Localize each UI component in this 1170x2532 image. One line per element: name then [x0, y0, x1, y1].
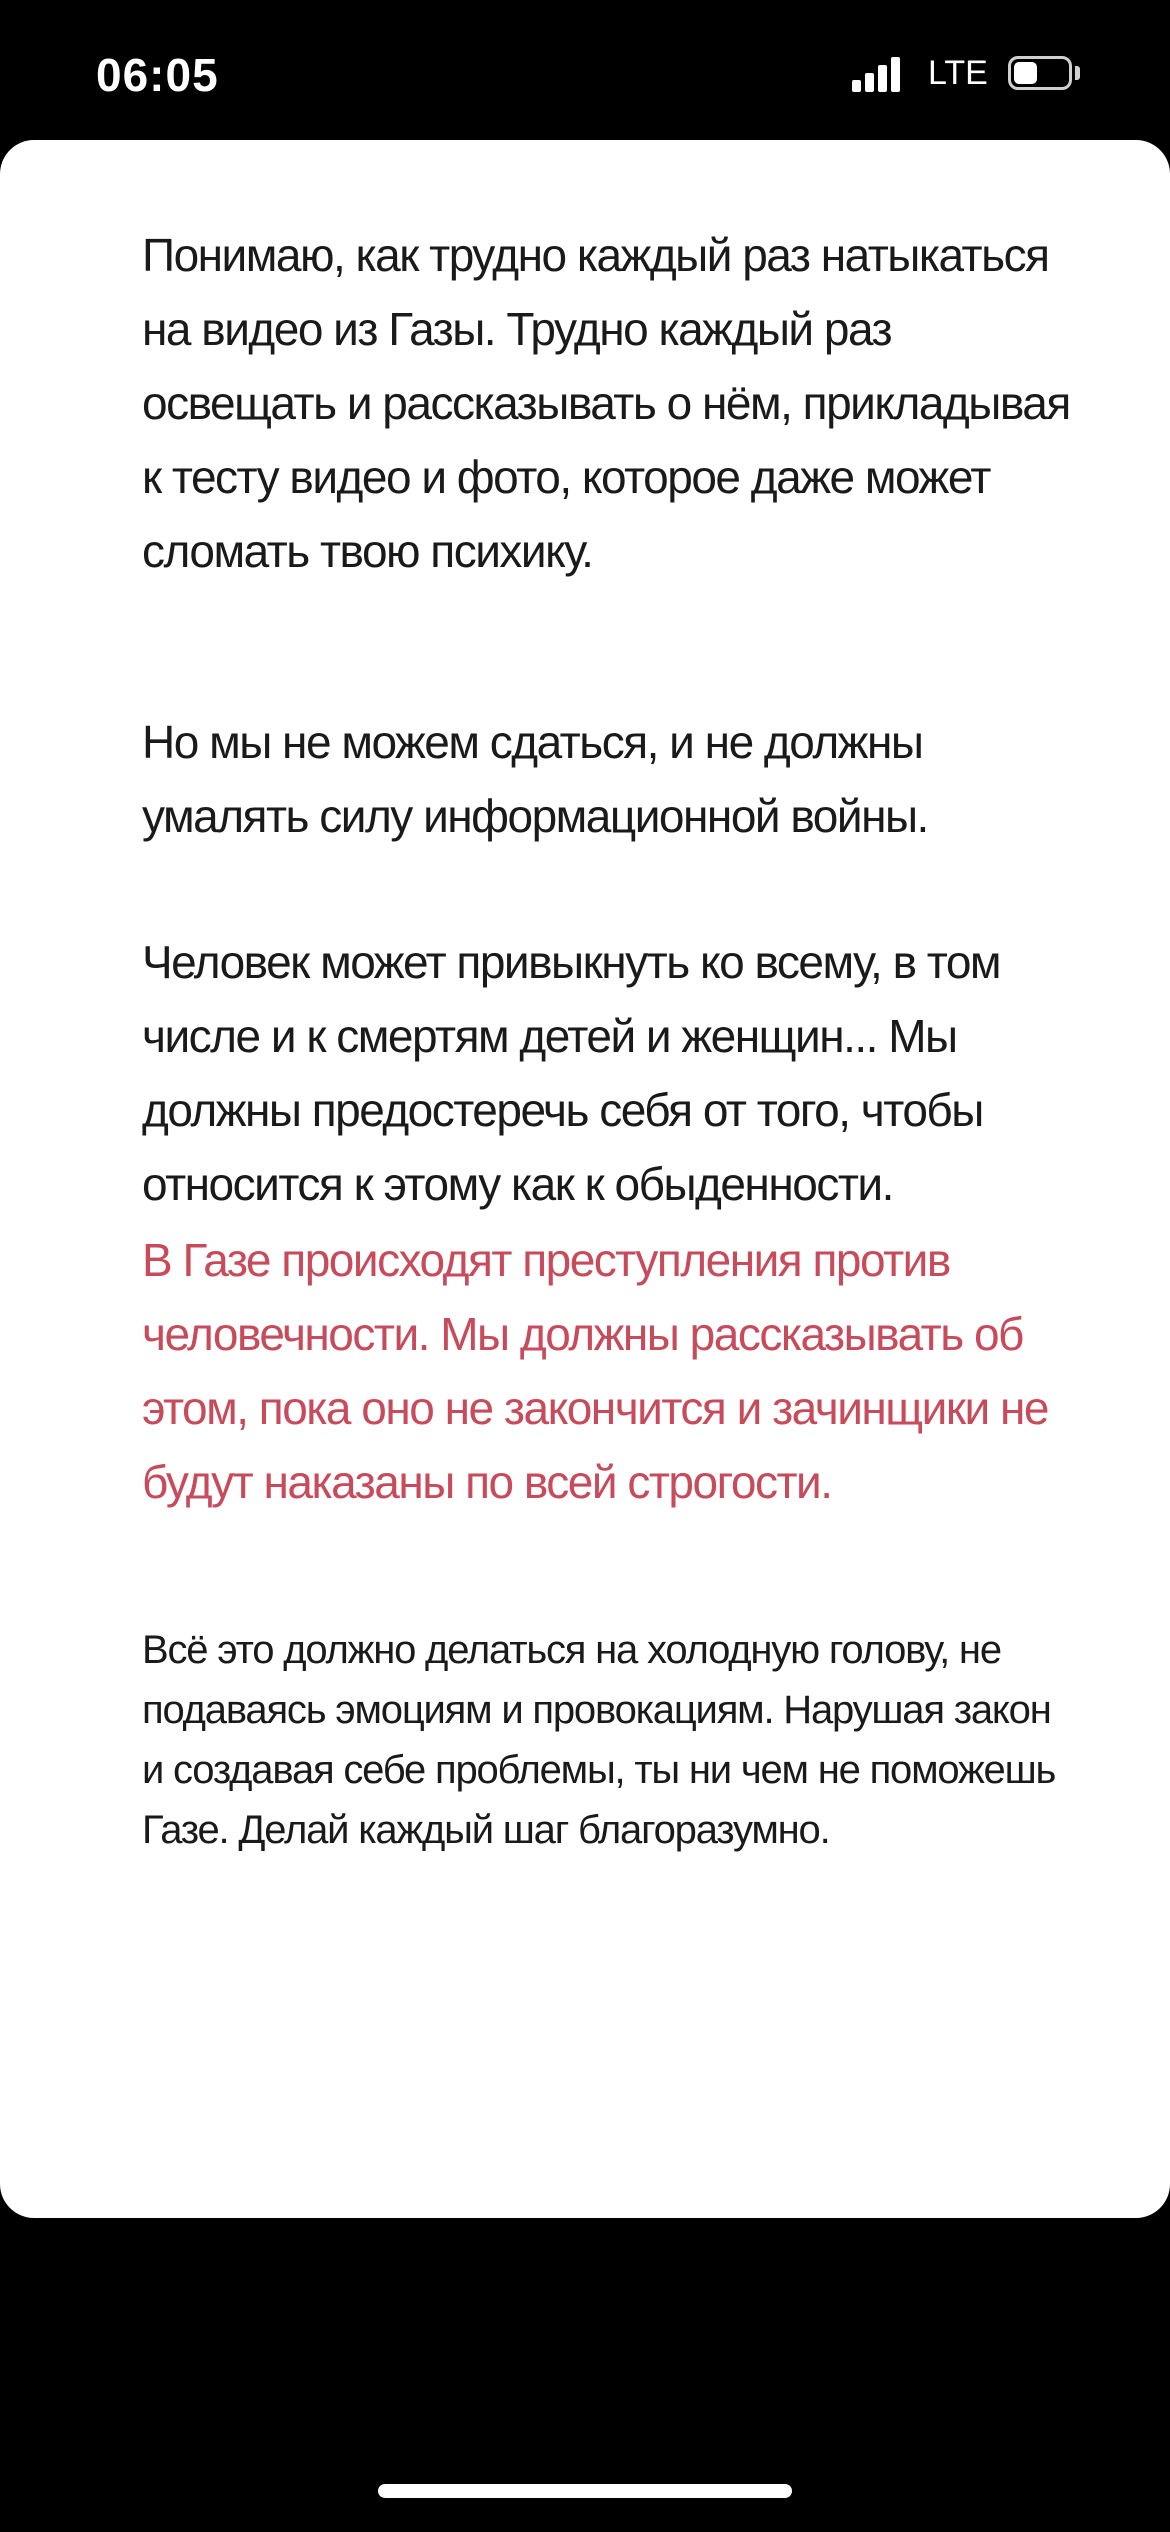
battery-icon — [1008, 56, 1072, 90]
signal-strength-icon — [852, 56, 902, 92]
battery-fill — [1014, 62, 1037, 84]
network-type: LTE — [928, 54, 988, 92]
story-paragraph-highlighted: В Газе происходят преступления против человечности. Мы должны рассказывать об этом, пока оно не закончится и зачинщики не будут наказаны по всей строгости. — [142, 1234, 1048, 1508]
status-time: 06:05 — [96, 49, 219, 101]
story-paragraph-3: Человек может привыкнуть ко всему, в том числе и к смертям детей и женщин... Мы должны предостеречь себя от того, чтобы относится к этому как к обыденности. — [142, 936, 1001, 1210]
story-paragraph-5: Всё это должно делаться на холодную голову, не подаваясь эмоциям и провокациям. Нарушая закон и создавая себе проблемы, ты ни чем не поможешь Газе. Делай каждый шаг благоразумно. — [142, 1628, 1056, 1852]
status-bar — [0, 0, 1170, 140]
story-paragraph-2: Но мы не можем сдаться, и не должны умалять силу информационной войны. — [142, 716, 928, 842]
home-indicator[interactable] — [378, 2484, 792, 2498]
battery-tip — [1075, 66, 1080, 80]
story-paragraph-1: Понимаю, как трудно каждый раз натыкаться на видео из Газы. Трудно каждый раз освещать и рассказывать о нём, прикладывая к тесту видео и фото, которое даже может сломать твою психику. — [142, 229, 1070, 577]
